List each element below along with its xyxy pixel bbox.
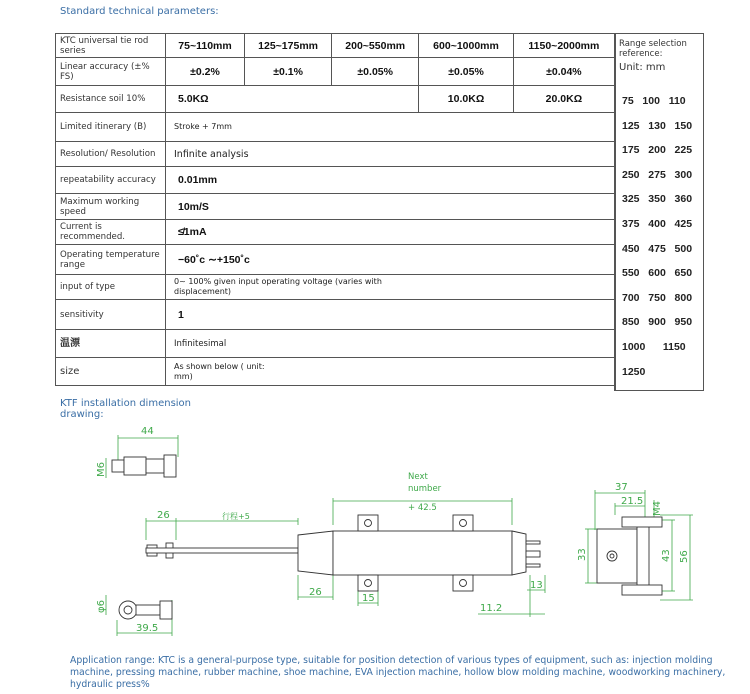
application-range-text: Application range: KTC is a general-purpose type, suitable for position detection of various types of equipment, such as: injection molding machine, pressing machine, rubber machine, shoe machine, EVA injection machine, hollow blow molding machine, woodworking machinery, hydraulic press% — [70, 655, 726, 690]
rod-end-body — [146, 459, 164, 473]
row-label: Limited itinerary (B) — [56, 113, 166, 142]
row-label: Operating temperature range — [56, 245, 166, 275]
end-view-plate — [637, 523, 649, 589]
section-title-drawing: KTF installation dimension drawing: — [60, 398, 192, 420]
table-row — [56, 167, 615, 194]
table-row — [56, 58, 615, 86]
row-label: 温漂 — [56, 330, 166, 358]
range-title: Range selection reference: — [619, 39, 687, 59]
pin — [526, 564, 540, 567]
pin — [526, 551, 540, 557]
range-row: 1250 — [622, 365, 646, 378]
sensor-body — [333, 531, 512, 575]
column-header: 75~110mm — [166, 34, 245, 58]
row-label: Resistance soil 10% — [56, 86, 166, 113]
rod-eye-hole — [124, 606, 132, 614]
table-row — [56, 245, 615, 275]
cell: Infinitesimal — [166, 330, 615, 358]
mount-hole — [460, 580, 467, 587]
dim-21-5: 21.5 — [621, 496, 644, 507]
table-row — [56, 86, 615, 113]
parameters-table — [55, 33, 615, 386]
mount-hole — [460, 520, 467, 527]
dim-43: 43 — [661, 549, 672, 562]
cell: 1 — [166, 300, 615, 330]
range-row: 325 350 360 — [622, 193, 693, 206]
cell: ±0.05% — [419, 58, 514, 86]
dim-11-2: 11.2 — [480, 603, 503, 614]
cell: ≰1mA — [166, 220, 615, 245]
row-label: repeatability accuracy — [56, 167, 166, 194]
dim-stroke: 行程+5 — [222, 512, 250, 521]
dim-39-5: 39.5 — [136, 623, 159, 634]
dim-56: 56 — [679, 550, 690, 563]
cell — [166, 113, 615, 142]
table-row — [56, 300, 615, 330]
cell-text: As shown below ( unit: mm) — [174, 361, 265, 381]
range-row: 175 200 225 — [622, 144, 693, 157]
table-row — [56, 142, 615, 167]
cell: 5.0KΩ — [166, 86, 419, 113]
row-label: Resolution/ Resolution — [56, 142, 166, 167]
rod-end-thread — [112, 460, 124, 472]
pin — [526, 541, 540, 544]
end-view-bolt — [622, 517, 662, 527]
rod-eye-shank — [136, 605, 160, 615]
row-label: Linear accuracy (±% FS) — [56, 58, 166, 86]
cell-text: 0~ 100% given input operating voltage (varies with displacement) — [174, 277, 382, 296]
dim-37: 37 — [615, 482, 628, 493]
row-label: size — [56, 358, 166, 386]
range-row: 375 400 425 — [622, 217, 693, 230]
end-view-bolt — [622, 585, 662, 595]
cell: 0.01mm — [166, 167, 615, 194]
dim-next-3: + 42.5 — [408, 503, 437, 513]
range-row: 1000 1150 — [622, 340, 686, 353]
cell: Infinite analysis — [166, 142, 615, 167]
range-row: 450 475 500 — [622, 242, 693, 255]
cell: 20.0KΩ — [513, 86, 614, 113]
sensor-end — [512, 531, 526, 575]
dim-26-top: 26 — [157, 510, 170, 521]
rod-end-hex — [164, 455, 176, 477]
dim-13: 13 — [530, 580, 543, 591]
cell: ±0.2% — [166, 58, 245, 86]
dim-next-1: Next — [408, 472, 428, 482]
row-label: Current is recommended. — [56, 220, 166, 245]
cell: ±0.04% — [513, 58, 614, 86]
column-header: 1150~2000mm — [513, 34, 614, 58]
range-selection-panel — [614, 33, 704, 391]
dim-m4: M4 — [652, 501, 663, 516]
series-label: KTC universal tie rod series — [56, 34, 166, 58]
table-header-row — [56, 34, 615, 58]
range-row: 75 100 110 — [622, 95, 686, 107]
range-values — [616, 89, 692, 384]
dim-15: 15 — [362, 593, 375, 604]
row-label: sensitivity — [56, 300, 166, 330]
sensor-cone — [298, 531, 333, 575]
table-row — [56, 194, 615, 220]
cell: −60˚c ∼+150˚c — [166, 245, 615, 275]
range-row: 850 900 950 — [622, 316, 693, 329]
dim-26-bottom: 26 — [309, 587, 322, 598]
range-unit: Unit: mm — [619, 62, 666, 73]
mount-hole — [365, 580, 372, 587]
rod-eye-hex — [160, 601, 172, 619]
pull-rod — [146, 548, 298, 553]
sensor-parts — [112, 455, 662, 619]
table-row — [56, 275, 615, 300]
range-row: 550 600 650 — [622, 267, 693, 280]
end-view-center-dot — [610, 554, 614, 558]
range-row: 125 130 150 — [622, 119, 693, 132]
cell-text: Stroke + 7mm — [174, 122, 232, 131]
cell: 10.0KΩ — [419, 86, 514, 113]
column-header: 600~1000mm — [419, 34, 514, 58]
dim-44: 44 — [141, 426, 154, 437]
dim-next-2: number — [408, 484, 442, 494]
row-label: Maximum working speed — [56, 194, 166, 220]
dim-phi6: φ6 — [96, 600, 107, 613]
cell: 10m/S — [166, 194, 615, 220]
installation-drawing — [0, 415, 750, 650]
cell — [166, 358, 615, 386]
column-header: 200~550mm — [332, 34, 419, 58]
cell: ±0.1% — [245, 58, 332, 86]
table-row — [56, 358, 615, 386]
table-row — [56, 113, 615, 142]
dim-m6: M6 — [96, 462, 107, 477]
column-header: 125~175mm — [245, 34, 332, 58]
table-row — [56, 220, 615, 245]
table-row — [56, 330, 615, 358]
cell — [166, 275, 615, 300]
rod-end-nut — [124, 457, 146, 475]
row-label: input of type — [56, 275, 166, 300]
mount-hole — [365, 520, 372, 527]
dim-33: 33 — [577, 548, 588, 561]
range-row: 700 750 800 — [622, 291, 693, 304]
range-row: 250 275 300 — [622, 168, 693, 181]
section-title-parameters: Standard technical parameters: — [60, 6, 219, 17]
cell: ±0.05% — [332, 58, 419, 86]
